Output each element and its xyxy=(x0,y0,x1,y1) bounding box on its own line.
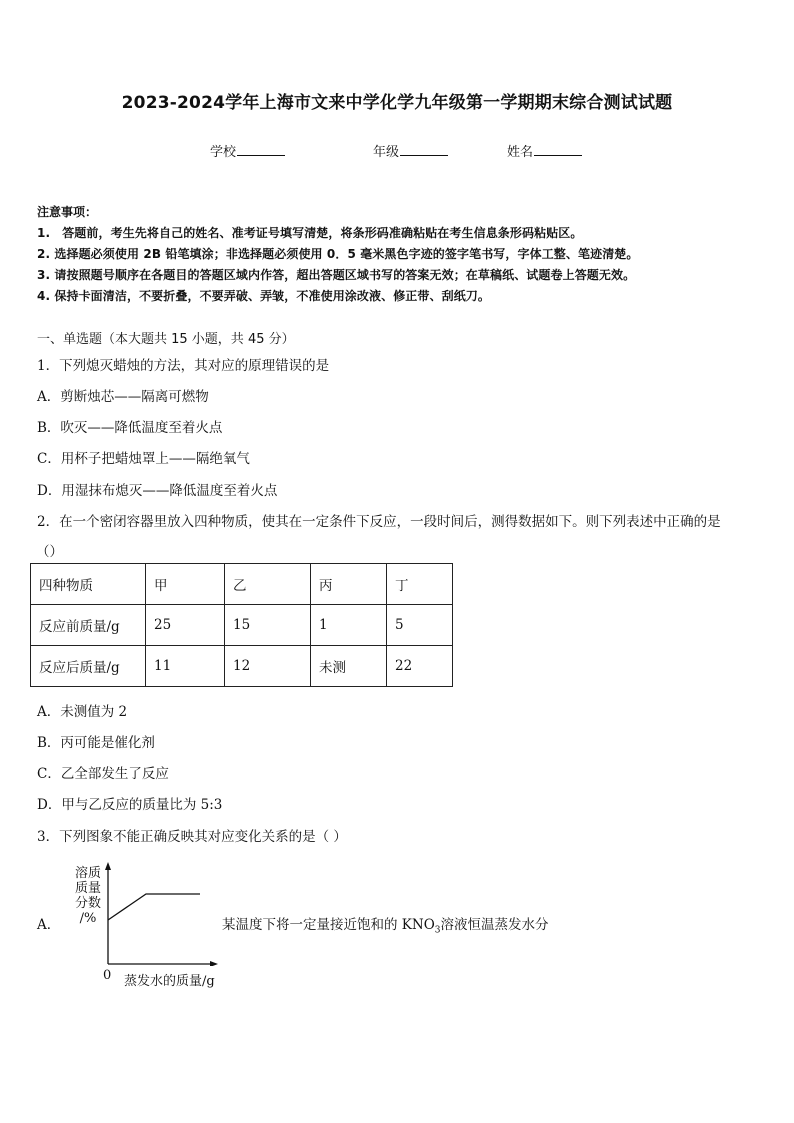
y-axis-arrow-icon xyxy=(105,862,111,870)
ylabel-line: 质量 xyxy=(74,881,101,896)
notice-item-1: 1. 答题前，考生先将自己的姓名、准考证号填写清楚，将条形码准确粘贴在考生信息条形码粘贴区。 xyxy=(37,226,583,240)
q2-stem: 2．在一个密闭容器里放入四种物质，使其在一定条件下反应，一段时间后，测得数据如下。则下列表述中正确的是 xyxy=(37,514,721,530)
grade-label: 年级 xyxy=(373,145,400,160)
q3-stem: 3．下列图象不能正确反映其对应变化关系的是（ ） xyxy=(37,829,347,845)
school-label: 学校 xyxy=(210,145,237,160)
q3-graph-origin: 0 xyxy=(103,968,112,983)
notice-item-2: 2. 选择题必须使用 2B 铅笔填涂；非选择题必须使用 0．5 毫米黑色字迹的签字笔书写，字体工整、笔迹清楚。 xyxy=(37,247,639,261)
q3-option-a-letter[interactable]: A． xyxy=(37,917,61,933)
q2-data-table xyxy=(30,563,453,687)
q1-option-d[interactable]: D．用湿抹布熄灭——降低温度至着火点 xyxy=(37,483,278,499)
table-cell: 25 xyxy=(146,605,225,646)
q2-option-a[interactable]: A．未测值为 2 xyxy=(37,704,128,720)
desc-text: 溶液恒温蒸发水分 xyxy=(440,917,549,933)
table-cell: 四种物质 xyxy=(31,564,146,605)
table-cell: 22 xyxy=(387,646,453,687)
q1-option-c[interactable]: C．用杯子把蜡烛罩上——隔绝氧气 xyxy=(37,451,250,467)
table-header-row xyxy=(31,564,453,605)
q3-graph-a xyxy=(100,860,220,966)
table-row xyxy=(31,646,453,687)
notice-item-3: 3. 请按照题号顺序在各题目的答题区域内作答，超出答题区域书写的答案无效；在草稿纸、试题卷上答题无效。 xyxy=(37,268,636,282)
q2-option-b[interactable]: B．丙可能是催化剂 xyxy=(37,735,155,751)
table-cell: 反应前质量/g xyxy=(31,605,146,646)
table-cell: 5 xyxy=(387,605,453,646)
table-cell: 反应后质量/g xyxy=(31,646,146,687)
table-cell: 丁 xyxy=(387,564,453,605)
grade-field[interactable] xyxy=(373,141,448,160)
desc-subscript: 3 xyxy=(434,925,441,936)
page-title: 2023-2024学年上海市文来中学化学九年级第一学期期末综合测试试题 xyxy=(121,93,673,113)
q2-option-d[interactable]: D．甲与乙反应的质量比为 5:3 xyxy=(37,797,223,813)
notice-item-4: 4. 保持卡面清洁，不要折叠，不要弄破、弄皱，不准使用涂改液、修正带、刮纸刀。 xyxy=(37,289,490,303)
name-field[interactable] xyxy=(507,141,582,160)
q1-option-a[interactable]: A．剪断烛芯——隔离可燃物 xyxy=(37,389,209,405)
table-cell: 15 xyxy=(225,605,311,646)
graph-line xyxy=(108,894,200,920)
desc-text: 某温度下将一定量接近饱和的 KNO xyxy=(222,917,435,933)
ylabel-line: /% xyxy=(79,911,97,926)
q2-option-c[interactable]: C．乙全部发生了反应 xyxy=(37,766,169,782)
notice-heading: 注意事项： xyxy=(37,205,98,219)
table-cell: 丙 xyxy=(311,564,387,605)
school-blank[interactable] xyxy=(237,143,285,156)
q1-option-b[interactable]: B．吹灭——降低温度至着火点 xyxy=(37,420,223,436)
x-axis-arrow-icon xyxy=(210,961,218,966)
table-cell: 甲 xyxy=(146,564,225,605)
school-field[interactable] xyxy=(210,141,285,160)
name-blank[interactable] xyxy=(534,143,582,156)
ylabel-line: 溶质 xyxy=(74,866,101,881)
ylabel-line: 分数 xyxy=(74,896,101,911)
table-cell: 1 xyxy=(311,605,387,646)
table-cell: 乙 xyxy=(225,564,311,605)
table-cell: 未测 xyxy=(311,646,387,687)
q2-stem-bracket: （） xyxy=(36,544,63,560)
table-cell: 12 xyxy=(225,646,311,687)
q3-graph-xlabel: 蒸发水的质量/g xyxy=(124,974,215,989)
table-row xyxy=(31,605,453,646)
section-heading: 一、单选题（本大题共 15 小题，共 45 分） xyxy=(37,332,295,347)
table-cell: 11 xyxy=(146,646,225,687)
q3-option-a-desc xyxy=(222,913,549,936)
grade-blank[interactable] xyxy=(400,143,448,156)
name-label: 姓名 xyxy=(507,145,534,160)
q1-stem: 1．下列熄灭蜡烛的方法，其对应的原理错误的是 xyxy=(37,358,330,374)
